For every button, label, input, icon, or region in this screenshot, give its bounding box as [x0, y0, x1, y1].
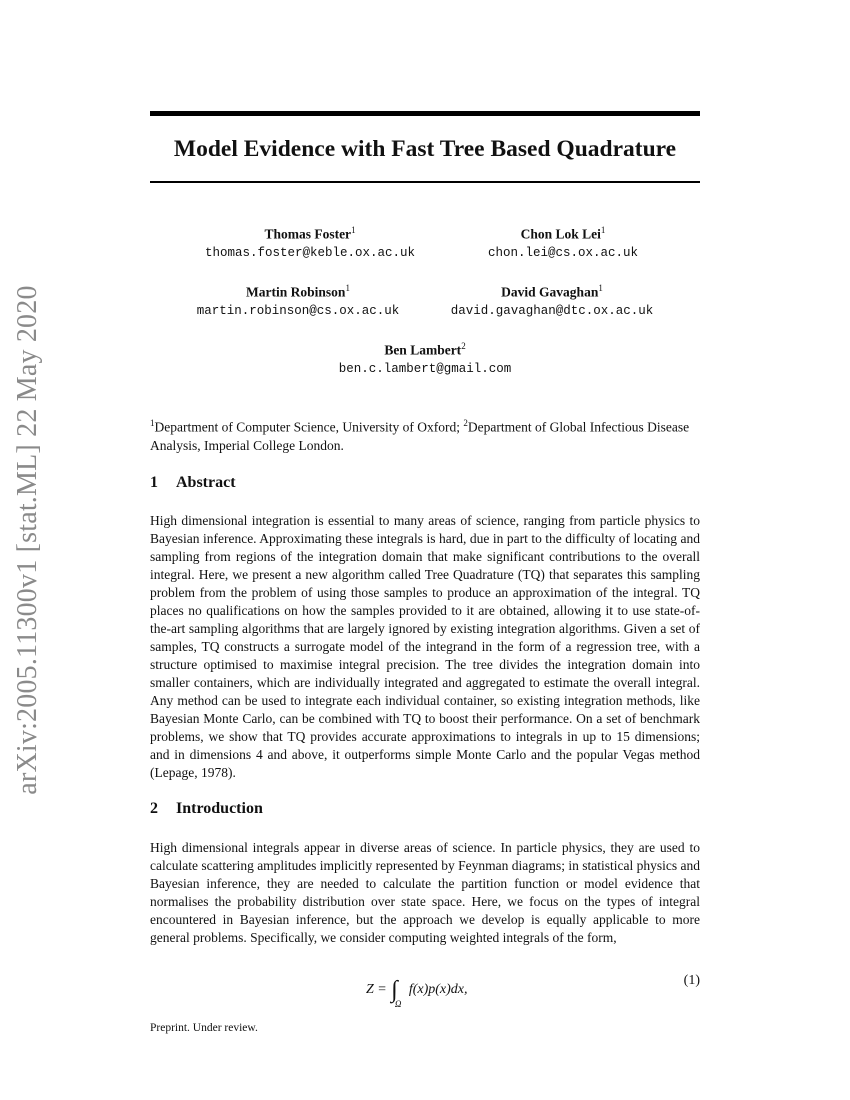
author-name: Thomas Foster$^1$ [264, 225, 356, 242]
preprint-footer: Preprint. Under review. [150, 1022, 258, 1034]
arxiv-stamp: arXiv:2005.11300v1 [stat.ML] 22 May 2020 [12, 285, 43, 795]
author-email[interactable]: martin.robinson@cs.ox.ac.uk [196, 303, 400, 318]
author-email[interactable]: ben.c.lambert@gmail.com [338, 361, 512, 376]
author-email[interactable]: david.gavaghan@dtc.ox.ac.uk [450, 303, 654, 318]
author-name: David Gavaghan$^1$ [501, 283, 603, 300]
author-block [402, 279, 702, 320]
section-heading-abstract [150, 474, 236, 492]
author-block [275, 337, 575, 378]
author-name: Martin Robinson$^1$ [246, 283, 350, 300]
affiliations: $^1$Department of Computer Science, University of Oxford; $^2$Department of Global Infectious Disease Analysis, Imperial College London. [150, 418, 690, 453]
section-title: Introduction [176, 800, 263, 817]
section-title: Abstract [176, 474, 236, 491]
author-email[interactable]: chon.lei@cs.ox.ac.uk [487, 245, 639, 260]
author-block [413, 221, 713, 262]
author-email[interactable]: thomas.foster@keble.ox.ac.uk [204, 245, 416, 260]
introduction-text: High dimensional integrals appear in diverse areas of science. In particle physics, they are used to calculate scattering amplitudes implicitly represented by Feynman diagrams; in statistical physics and Bayesian inference, they are needed to calculate the partition function or model evidence that normalises the probability distribution over state space. Here, we focus on the types of integral encountered in Bayesian inference, but the approach we develop is equally applicable to more general problems. Specifically, we consider computing weighted integrals of the form, [150, 840, 700, 945]
title-rule-bottom [150, 181, 700, 183]
author-name: Chon Lok Lei$^1$ [520, 225, 606, 242]
equation-lhs: Z = [366, 982, 387, 997]
equation-rhs: f(x)p(x)dx, [408, 982, 468, 997]
abstract-text: High dimensional integration is essential to many areas of science, ranging from particle physics to Bayesian inference. Approximating these integrals is hard, due in part to the difficulty of locating and sampling from regions of the integration domain that make significant contributions to the overall integral. Here, we present a new algorithm called Tree Quadrature (TQ) that separates this sampling problem from the problem of using those samples to produce an approximation of the integral. TQ places no qualifications on how the samples provided to it are obtained, allowing it to use state-of-the-art sampling algorithms that are largely ignored by existing integration algorithms. Given a set of samples, TQ constructs a surrogate model of the integrand in the form of a regression tree, with a structure optimised to maximise integral precision. The tree divides the integration domain into smaller containers, which are individually integrated and aggregated to estimate the overall integral. Any method can be used to integrate each individual container, so existing integration methods, like Bayesian Monte Carlo, can be combined with TQ to boost their performance. On a set of benchmark problems, we show that TQ provides accurate approximations to integrals in up to 15 dimensions; and in dimensions 4 and above, it outperforms simple Monte Carlo and the popular Vegas method (Lepage, 1978). [150, 513, 700, 780]
paper-title: Model Evidence with Fast Tree Based Quadrature [173, 136, 677, 162]
section-heading-introduction [150, 800, 263, 818]
author-name: Ben Lambert$^2$ [384, 341, 466, 358]
integral-domain: Ω [394, 999, 402, 1009]
title-rule-top [150, 111, 700, 116]
equation-number: (1) [683, 973, 700, 988]
section-number: 1 [150, 474, 158, 491]
equation-body [366, 973, 468, 1009]
integral-sign: ∫ [391, 977, 398, 1003]
equation-1 [150, 965, 700, 1009]
section-number: 2 [150, 800, 158, 817]
